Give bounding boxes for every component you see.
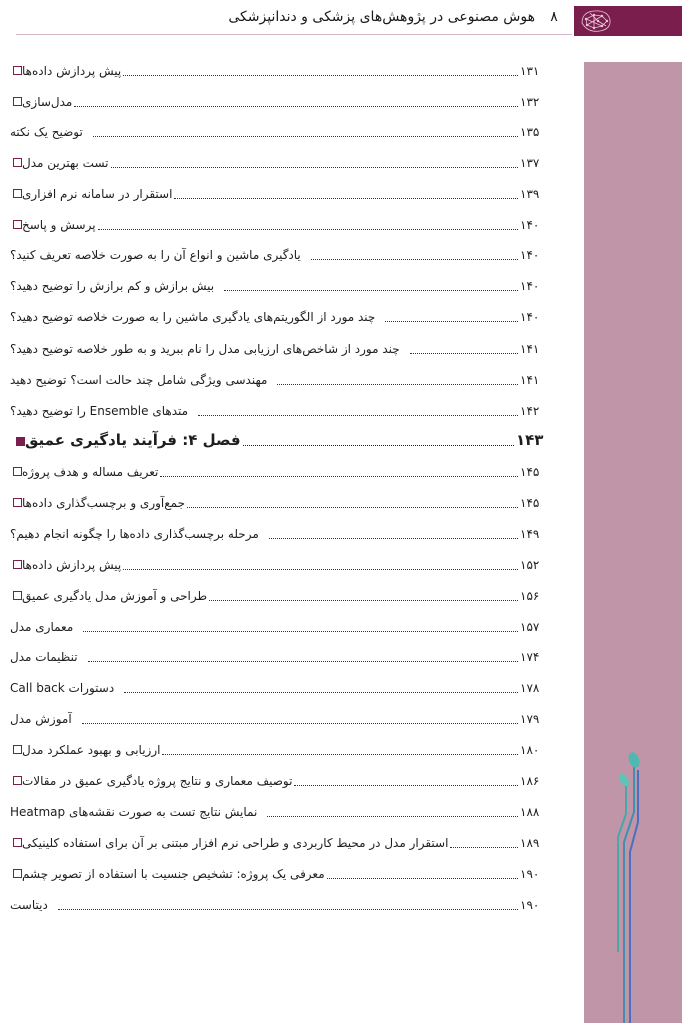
toc-entry xyxy=(10,585,546,605)
toc-entry-title: معرفی یک پروژه: تشخیص جنسیت با استفاده از تصویر چشم xyxy=(22,867,325,881)
dot-leader xyxy=(410,352,518,354)
toc-entry-title: توضیح یک نکته xyxy=(10,125,83,139)
toc-chapter-entry xyxy=(10,430,546,450)
toc-entry-title: ارزیابی و بهبود عملکرد مدل xyxy=(22,743,161,757)
square-bullet-icon xyxy=(13,498,22,507)
dot-leader xyxy=(83,630,518,632)
toc-page-number: ۱۴۳ xyxy=(516,431,544,449)
toc-page-number: ۱۴۲ xyxy=(520,404,540,418)
toc-page-number: ۱۴۰ xyxy=(520,218,540,232)
toc-entry xyxy=(10,492,546,512)
toc-page-number: ۱۸۶ xyxy=(520,774,540,788)
toc-page-number: ۱۴۰ xyxy=(520,248,540,262)
dot-leader xyxy=(174,197,518,199)
dot-leader xyxy=(58,908,518,910)
toc-entry-title: آموزش مدل xyxy=(10,712,72,726)
toc-page-number: ۱۳۹ xyxy=(520,187,540,201)
running-header-title: هوش مصنوعی در پژوهش‌های پزشکی و دندانپزشکی xyxy=(228,9,535,25)
dot-leader xyxy=(162,753,518,755)
toc-page-number: ۱۴۹ xyxy=(520,527,540,541)
toc-entry xyxy=(10,461,546,481)
toc-entry-title: توصیف معماری و نتایج پروژه یادگیری عمیق در مقالات xyxy=(22,774,293,788)
toc-entry xyxy=(10,708,546,728)
toc-entry xyxy=(10,523,546,543)
toc-entry xyxy=(10,894,546,914)
toc-entry-title: مدل‌سازی xyxy=(22,95,73,109)
square-bullet-icon xyxy=(13,560,22,569)
toc-page-number: ۱۳۵ xyxy=(520,125,540,139)
dot-leader xyxy=(123,568,518,570)
toc-entry xyxy=(10,244,546,264)
toc-page-number: ۱۵۶ xyxy=(520,589,540,603)
toc-entry-title: مهندسی ویژگی شامل چند حالت است؟ توضیح دهید xyxy=(10,373,268,387)
filled-square-bullet-icon xyxy=(16,437,25,446)
page-number: ۸ xyxy=(550,9,558,25)
toc-entry xyxy=(10,369,546,389)
toc-page-number: ۱۷۸ xyxy=(520,681,540,695)
dot-leader xyxy=(74,105,518,107)
toc-entry xyxy=(10,275,546,295)
toc-entry-title: بیش برازش و کم برازش را توضیح دهید؟ xyxy=(10,279,215,293)
square-bullet-icon xyxy=(13,66,22,75)
toc-entry xyxy=(10,183,546,203)
toc-entry-title: پیش پردازش داده‌ها xyxy=(22,558,122,572)
square-bullet-icon xyxy=(13,158,22,167)
toc-entry xyxy=(10,801,546,821)
dot-leader xyxy=(450,846,518,848)
dot-leader xyxy=(88,660,518,662)
toc-entry xyxy=(10,152,546,172)
toc-page-number: ۱۳۷ xyxy=(520,156,540,170)
toc-page-number: ۱۸۹ xyxy=(520,836,540,850)
square-bullet-icon xyxy=(13,189,22,198)
toc-entry xyxy=(10,91,546,111)
dot-leader xyxy=(209,599,518,601)
toc-entry-title: فصل ۴: فرآیند یادگیری عمیق xyxy=(25,431,241,449)
square-bullet-icon xyxy=(13,97,22,106)
dot-leader xyxy=(187,506,518,508)
toc-page-number: ۱۹۰ xyxy=(520,898,540,912)
dot-leader xyxy=(82,722,518,724)
toc-entry xyxy=(10,338,546,358)
toc-page-number: ۱۴۰ xyxy=(520,279,540,293)
toc-page-number: ۱۴۱ xyxy=(520,342,540,356)
toc-entry-title: چند مورد از شاخص‌های ارزیابی مدل را نام ببرید و به طور خلاصه توضیح دهید؟ xyxy=(10,342,400,356)
dot-leader xyxy=(111,166,519,168)
square-bullet-icon xyxy=(13,869,22,878)
dot-leader xyxy=(267,815,518,817)
toc-entry-title: طراحی و آموزش مدل یادگیری عمیق xyxy=(22,589,208,603)
toc-page-number: ۱۳۲ xyxy=(520,95,540,109)
dot-leader xyxy=(224,289,518,291)
dot-leader xyxy=(385,320,518,322)
toc-entry xyxy=(10,214,546,234)
toc-entry xyxy=(10,770,546,790)
toc-page-number: ۱۴۵ xyxy=(520,496,540,510)
toc-entry xyxy=(10,677,546,697)
dot-leader xyxy=(98,228,518,230)
square-bullet-icon xyxy=(13,467,22,476)
dot-leader xyxy=(198,414,518,416)
toc-entry-title: دیتاست xyxy=(10,898,48,912)
dot-leader xyxy=(327,877,518,879)
dot-leader xyxy=(124,691,518,693)
dot-leader xyxy=(311,258,518,260)
toc-entry xyxy=(10,832,546,852)
toc-entry-title: جمع‌آوری و برچسب‌گذاری داده‌ها xyxy=(22,496,185,510)
dot-leader xyxy=(123,74,518,76)
toc-entry xyxy=(10,739,546,759)
toc-entry-title: یادگیری ماشین و انواع آن را به صورت خلاصه تعریف کنید؟ xyxy=(10,248,301,262)
dot-leader xyxy=(294,784,518,786)
toc-page-number: ۱۸۸ xyxy=(520,805,540,819)
toc-entry xyxy=(10,400,546,420)
toc-entry-title: پرسش و پاسخ xyxy=(22,218,96,232)
dot-leader xyxy=(243,444,514,446)
toc-page-number: ۱۴۱ xyxy=(520,373,540,387)
toc-entry xyxy=(10,554,546,574)
square-bullet-icon xyxy=(13,776,22,785)
toc-entry-title: معماری مدل xyxy=(10,620,74,634)
toc-page-number: ۱۵۲ xyxy=(520,558,540,572)
toc-entry-title: استقرار مدل در محیط کاربردی و طراحی نرم افزار مبتنی بر آن برای استفاده کلینیکی xyxy=(22,836,449,850)
toc-entry-title: تعریف مساله و هدف پروژه xyxy=(22,465,159,479)
toc-page-number: ۱۹۰ xyxy=(520,867,540,881)
toc-entry-title: استقرار در سامانه نرم افزاری xyxy=(22,187,173,201)
toc-page-number: ۱۴۰ xyxy=(520,310,540,324)
toc-entry-title: پیش پردازش داده‌ها xyxy=(22,64,122,78)
square-bullet-icon xyxy=(13,591,22,600)
square-bullet-icon xyxy=(13,745,22,754)
toc-entry xyxy=(10,616,546,636)
dot-leader xyxy=(93,135,518,137)
toc-entry-title: تنظیمات مدل xyxy=(10,650,78,664)
square-bullet-icon xyxy=(13,838,22,847)
toc-entry xyxy=(10,646,546,666)
toc-page-number: ۱۳۱ xyxy=(520,64,540,78)
square-bullet-icon xyxy=(13,220,22,229)
toc-page-number: ۱۸۰ xyxy=(520,743,540,757)
toc-entry-title: مرحله برچسب‌گذاری داده‌ها را چگونه انجام دهیم؟ xyxy=(10,527,259,541)
toc-entry xyxy=(10,121,546,141)
toc-entry xyxy=(10,863,546,883)
dot-leader xyxy=(160,475,518,477)
toc-entry-title: دستورات Call back xyxy=(10,681,115,695)
toc-page-number: ۱۷۴ xyxy=(520,650,540,664)
toc-entry xyxy=(10,306,546,326)
toc-entry-title: چند مورد از الگوریتم‌های یادگیری ماشین را به صورت خلاصه توضیح دهید؟ xyxy=(10,310,376,324)
toc-page-number: ۱۵۷ xyxy=(520,620,540,634)
toc-entry-title: تست بهترین مدل xyxy=(22,156,109,170)
toc-entry-title: نمایش نتایج تست به صورت نقشه‌های Heatmap xyxy=(10,805,258,819)
toc-page-number: ۱۷۹ xyxy=(520,712,540,726)
toc-page-number: ۱۴۵ xyxy=(520,465,540,479)
dot-leader xyxy=(269,537,518,539)
toc-entry xyxy=(10,60,546,80)
dot-leader xyxy=(277,383,518,385)
toc-entry-title: متدهای Ensemble را توضیح دهید؟ xyxy=(10,404,189,418)
